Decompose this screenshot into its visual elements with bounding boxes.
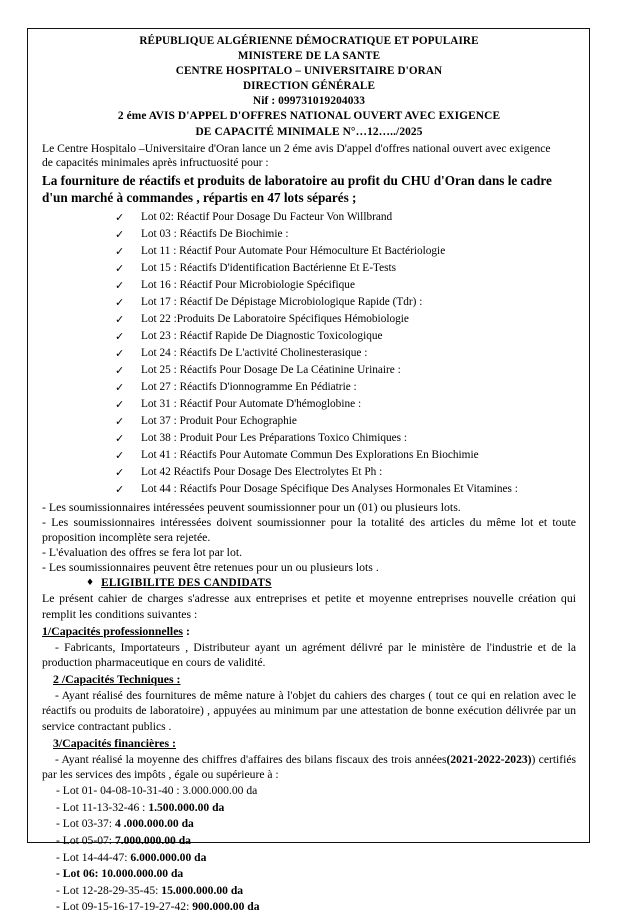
check-icon: ✓ [115, 363, 125, 377]
diamond-bullet-icon: ♦ [86, 577, 95, 588]
eligibility-heading-label: ELIGIBILITE DES CANDIDATS [101, 576, 272, 589]
tender-object [42, 172, 576, 207]
header-line-tender-title: 2 éme AVIS D'APPEL D'OFFRES NATIONAL OUVERT AVEC EXIGENCE [117, 110, 501, 123]
lot-label: Lot 37 : Produit Pour Echographie [141, 414, 297, 427]
amount-label: - Lot 09-15-16-17-19-27-42: [56, 900, 193, 914]
list-item [115, 209, 576, 226]
header-line-institution: CENTRE HOSPITALO – UNIVERSITAIRE D'ORAN [175, 65, 443, 78]
lot-label: Lot 44 : Réactifs Pour Dosage Spécifique Des Analyses Hormonales Et Vitamines : [141, 482, 518, 495]
list-item [115, 328, 576, 345]
lot-label: Lot 38 : Produit Pour Les Préparations Toxico Chimiques : [141, 431, 408, 444]
list-item [115, 277, 576, 294]
header-line-republic: RÉPUBLIQUE ALGÉRIENNE DÉMOCRATIQUE ET POPULAIRE [139, 35, 479, 47]
document-content [42, 34, 576, 916]
amount-value: 4 .000.000.00 da [114, 817, 194, 831]
lot-label: Lot 11 : Réactif Pour Automate Pour Hémoculture Et Bactériologie [141, 244, 446, 257]
amount-label: - Lot 11-13-32-46 : [56, 800, 149, 814]
list-item [56, 783, 576, 800]
section-2-heading [53, 671, 576, 687]
lot-label: Lot 23 : Réactif Rapide De Diagnostic Toxicologique [141, 329, 383, 342]
list-item [115, 294, 576, 311]
list-item [115, 243, 576, 260]
check-icon: ✓ [115, 210, 125, 224]
amount-value: 15.000.000.00 da [161, 883, 244, 897]
amount-label: - Lot 01- 04-08-10-31-40 : [56, 784, 183, 798]
check-icon: ✓ [115, 227, 125, 241]
list-item [56, 833, 576, 850]
section-1-colon: : [183, 623, 190, 638]
amount-value: 6.000.000.00 da [130, 850, 207, 864]
list-item [115, 413, 576, 430]
section-1-body-text: - Fabricants, Importateurs , Distributeur ayant un agrément délivré par le ministère de l'industrie et de la production pharmaceutique en cours de validité. [42, 640, 576, 669]
tender-object-line-2: d'un marché à commandes , répartis en 47 lots séparés ; [42, 190, 357, 206]
list-item [115, 226, 576, 243]
check-icon: ✓ [115, 397, 125, 411]
intro-line-1: Le Centre Hospitalo –Universitaire d'Oran lance un 2 éme avis D'appel d'offres national ouvert avec exigence [42, 141, 551, 155]
lot-label: Lot 25 : Réactifs Pour Dosage De La Céatinine Urinaire : [141, 363, 401, 376]
list-item [115, 362, 576, 379]
list-item [56, 866, 576, 883]
amount-label: - Lot 03-37: [56, 817, 115, 831]
eligibility-paragraph: Le présent cahier de charges s'adresse aux entreprises et petite et moyenne entreprises nouvelle création qui remplit les conditions suivantes : [42, 591, 576, 621]
list-item [115, 260, 576, 277]
list-item [56, 883, 576, 900]
section-2-title: 2 /Capacités Techniques : [53, 672, 181, 687]
check-icon: ✓ [115, 295, 125, 309]
list-item [115, 447, 576, 464]
section-3-body-post: ) certifiés par les services des impôts , égale ou supérieure à : [42, 752, 577, 781]
lot-label: Lot 17 : Réactif De Dépistage Microbiologique Rapide (Tdr) : [141, 295, 423, 308]
header-line-nif: Nif : 099731019204033 [252, 95, 366, 108]
lot-label: Lot 02: Réactif Pour Dosage Du Facteur Von Willbrand [141, 210, 393, 223]
amount-list [42, 783, 576, 916]
section-2-body-text: - Ayant réalisé des fournitures de même nature à l'objet du cahiers des charges ( tout ce qui en relation avec le réactifs ou produits de laboratoire) , appuyées au minimum par une attestation de bonne exécution délivrée par un service contractant publics . [42, 689, 576, 733]
check-icon: ✓ [115, 346, 125, 360]
list-item [115, 464, 576, 481]
note-line: - Les soumissionnaires peuvent être retenues pour un ou plusieurs lots . [42, 559, 379, 574]
lot-label: Lot 41 : Réactifs Pour Automate Commun Des Explorations En Biochimie [141, 448, 479, 461]
check-icon: ✓ [115, 329, 125, 343]
note-line: - Les soumissionnaires intéressées doivent soumissionner pour la totalité des articles du même lot et toute proposition incomplète sera rejetée. [42, 514, 576, 544]
check-icon: ✓ [115, 380, 125, 394]
lot-label: Lot 16 : Réactif Pour Microbiologie Spécifique [141, 278, 355, 291]
header-line-ministry: MINISTERE DE LA SANTE [237, 50, 381, 63]
check-icon: ✓ [115, 244, 125, 258]
note-line: - L'évaluation des offres se fera lot par lot. [42, 544, 243, 559]
document-header [42, 34, 576, 140]
list-item [115, 345, 576, 362]
amount-value: 3.000.000.00 da [182, 784, 258, 798]
intro-line-2: de capacités minimales après infructuosité pour : [42, 156, 269, 170]
lot-label: Lot 42 Réactifs Pour Dosage Des Electrolytes Et Ph : [141, 465, 383, 478]
amount-value: 900.000.00 da [192, 900, 260, 914]
lot-list [42, 209, 576, 498]
check-icon: ✓ [115, 278, 125, 292]
list-item [115, 396, 576, 413]
section-1-title: 1/Capacités professionnelles [42, 623, 184, 638]
section-1-body [42, 640, 576, 670]
tender-object-line-1: La fourniture de réactifs et produits de laboratoire au profit du CHU d'Oran dans le cadre [42, 172, 552, 188]
document-border-frame [27, 28, 590, 914]
section-2-body [42, 688, 576, 734]
list-item [56, 899, 576, 916]
list-item [56, 816, 576, 833]
list-item [56, 800, 576, 817]
lot-label: Lot 15 : Réactifs D'identification Bactérienne Et E-Tests [141, 261, 397, 274]
section-3-body [42, 752, 576, 782]
section-3-body-pre: - Ayant réalisé la moyenne des chiffres d'affaires des bilans fiscaux des trois années [55, 752, 447, 766]
check-icon: ✓ [115, 261, 125, 275]
amount-label: - Lot 06: [56, 867, 102, 881]
eligibility-heading [86, 576, 576, 592]
amount-label: - Lot 05-07: [56, 833, 115, 847]
list-item [115, 379, 576, 396]
check-icon: ✓ [115, 414, 125, 428]
section-3-title: 3/Capacités financières : [53, 735, 176, 750]
intro-paragraph [42, 142, 576, 171]
lot-label: Lot 27 : Réactifs D'ionnogramme En Pédiatrie : [141, 380, 357, 393]
amount-label: - Lot 12-28-29-35-45: [56, 883, 162, 897]
list-item [115, 481, 576, 498]
header-line-tender-number: DE CAPACITÉ MINIMALE N°…12…../2025 [195, 125, 423, 138]
section-3-heading [53, 735, 576, 751]
check-icon: ✓ [115, 431, 125, 445]
amount-value: 10.000.000.00 da [101, 867, 184, 881]
note-line: - Les soumissionnaires intéressées peuvent soumissionner pour un (01) ou plusieurs lots. [42, 499, 461, 514]
check-icon: ✓ [115, 448, 125, 462]
list-item [115, 311, 576, 328]
section-3-body-years: (2021-2022-2023) [446, 752, 532, 766]
list-item [115, 430, 576, 447]
check-icon: ✓ [115, 482, 125, 496]
amount-value: 7.000.000.00 da [114, 833, 191, 847]
lot-label: Lot 22 :Produits De Laboratoire Spécifiques Hémobiologie [141, 312, 409, 325]
check-icon: ✓ [115, 312, 125, 326]
lot-label: Lot 03 : Réactifs De Biochimie : [141, 227, 289, 240]
check-icon: ✓ [115, 465, 125, 479]
list-item [56, 850, 576, 867]
amount-value: 1.500.000.00 da [148, 800, 225, 814]
conditions-notes [42, 500, 576, 575]
section-1-heading [42, 623, 576, 639]
lot-label: Lot 31 : Réactif Pour Automate D'hémoglobine : [141, 397, 362, 410]
lot-label: Lot 24 : Réactifs De L'activité Cholinesterasique : [141, 346, 368, 359]
header-line-direction: DIRECTION GÉNÉRALE [242, 80, 376, 93]
amount-label: - Lot 14-44-47: [56, 850, 131, 864]
